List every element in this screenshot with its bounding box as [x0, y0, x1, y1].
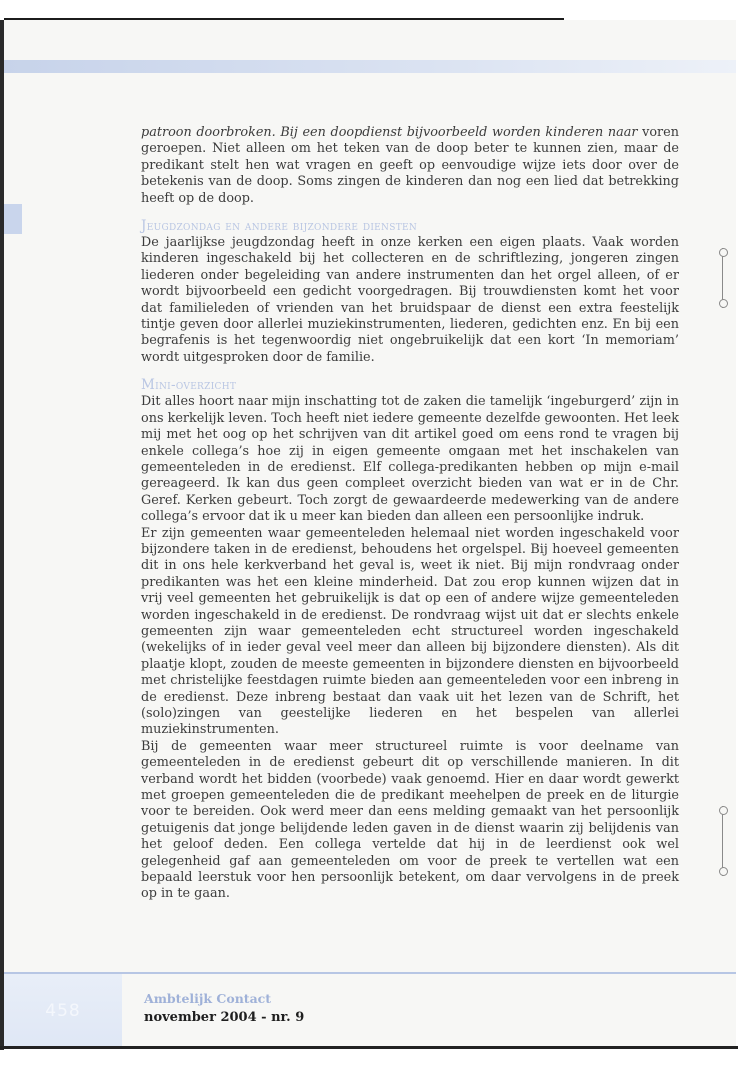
lead-italic: patroon doorbroken. Bij een doopdienst bijvoorbeeld worden kinderen naar: [141, 125, 638, 140]
issue-label: november 2004 - nr. 9: [144, 1010, 305, 1025]
binder-mark-icon: [718, 248, 728, 308]
paragraph: De jaarlijkse jeugdzondag heeft in onze kerken een eigen plaats. Vaak worden kinderen ingeschakeld bij het collecteren en de schriftlezing, jongeren zingen liederen onder begeleiding van andere instrumenten dan het orgel alleen, of er wordt bijvoorbeeld een gedicht voorgedragen. Bij trouwdiensten komt het voor dat familieleden of vrienden van het bruidspaar de dienst een extra feestelijk tintje geven door allerlei muziekinstrumenten, liederen, gedichten enz. En bij een begrafenis is het tegenwoordig niet ongebruikelijk dat een kort ‘In memoriam’ wordt uitgesproken door de familie.: [141, 235, 679, 365]
paragraph: Bij de gemeenten waar meer structureel ruimte is voor deelname van gemeenteleden in de eredienst gebeurt dit op verschillende manieren. In dit verband wordt het bidden (voorbede) vaak genoemd. Hier en daar wordt gewerkt met groepen gemeenteleden die de predikant meehelpen de preek en de liturgie voor te bereiden. Ook werd meer dan eens melding gemaakt van het persoonlijk getuigenis dat jonge belijdende leden gaven in de dienst waarin zij belijdenis van het geloof deden. Een collega vertelde dat hij in de leerdienst ook wel gelegenheid gaf aan gemeenteleden om voor de preek te vertellen wat een bepaald leerstuk voor hen persoonlijk betekent, om daar vervolgens in de preek op in te gaan.: [141, 738, 679, 902]
lead-text: voren geroepen. Niet alleen om het teken van de doop beter te kunnen zien, maar de predikant stelt hen wat vragen en geeft op eenvoudige wijze iets door over de betekenis van de doop. Soms zingen de kinderen dan nog een lied dat betrekking heeft op de doop.: [141, 125, 679, 206]
page-edge-bottom: [0, 1046, 738, 1049]
margin-tab: [4, 204, 22, 234]
paragraph: Dit alles hoort naar mijn inschatting tot de zaken die tamelijk ‘ingeburgerd’ zijn in ons kerkelijk leven. Toch heeft niet iedere gemeente dezelfde gewoonten. Het leek mij met het oog op het schrijven van dit artikel goed om eens rond te vragen bij enkele collega’s hoe zij in eigen gemeente omgaan met het inschakelen van gemeenteleden in de eredienst. Elf collega-predikanten hebben op mijn e-mail gereageerd. Ik kan dus geen compleet overzicht bieden van wat er in de Chr. Geref. Kerken gebeurt. Toch zorgt de gewaardeerde medewerking van de andere collega’s ervoor dat ik u meer kan bieden dan alleen een persoonlijke indruk.: [141, 394, 679, 525]
page-number: 458: [45, 1001, 81, 1021]
binder-mark-icon: [718, 806, 728, 876]
journal-name: Ambtelijk Contact: [144, 991, 272, 1006]
section-heading-jeugdzondag: Jeugdzondag en andere bijzondere diensten: [141, 218, 418, 235]
article-body: [141, 125, 679, 903]
paragraph: Er zijn gemeenten waar gemeenteleden helemaal niet worden ingeschakeld voor bijzondere taken in de eredienst, behoudens het orgelspel. Bij hoeveel gemeenten dit in ons hele kerkverband het geval is, weet ik niet. Bij mijn rondvraag onder predikanten was het een kleine minderheid. Dat zou erop kunnen wijzen dat in vrij veel gemeenten het gebruikelijk is dat op een of andere wijze gemeenteleden worden ingeschakeld in de eredienst. De rondvraag wijst uit dat er slechts enkele gemeenten zijn waar gemeenteleden echt structureel worden ingeschakeld (wekelijks of in ieder geval veel meer dan alleen bij bijzondere diensten). Als dit plaatje klopt, zouden de meeste gemeenten in bijzondere diensten en bijvoorbeeld met christelijke feestdagen ruimte bieden aan gemeenteleden voor een inbreng in de eredienst. Deze inbreng bestaat dan vaak uit het lezen van de Schrift, het (solo)zingen van geestelijke liederen en het bespelen van allerlei muziekinstrumenten.: [141, 525, 679, 738]
header-band: [4, 60, 736, 73]
section-heading-mini-overzicht: Mini-overzicht: [141, 377, 237, 394]
lead-paragraph: [141, 125, 679, 207]
footer-credits: [144, 990, 304, 1028]
page-number-block: [4, 974, 122, 1048]
